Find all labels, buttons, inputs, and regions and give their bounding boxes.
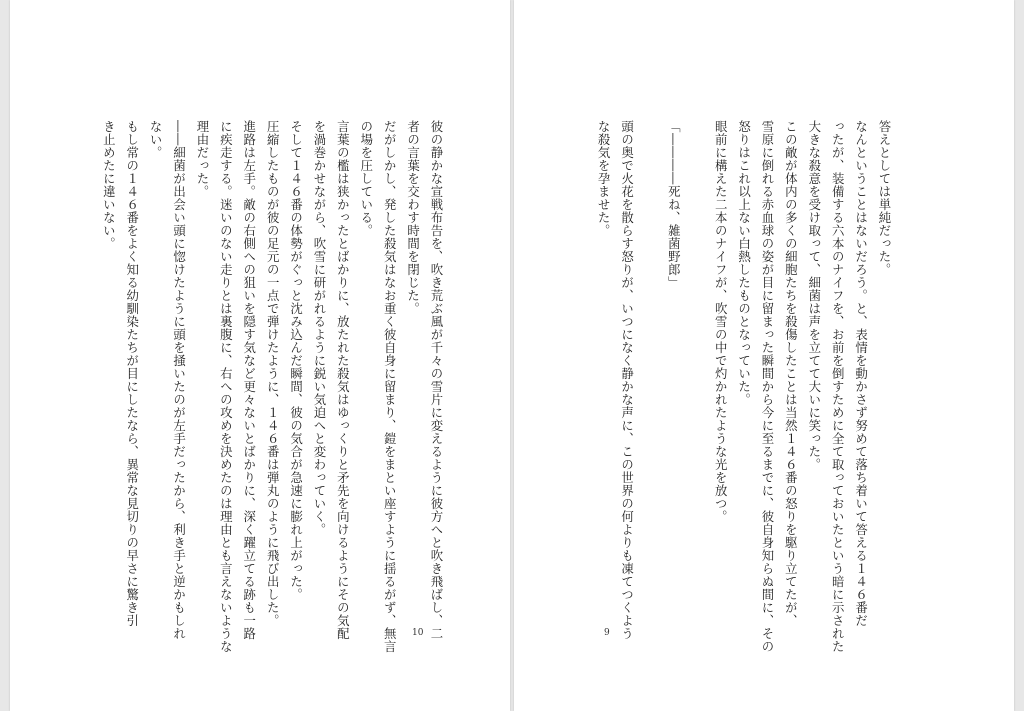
page-left <box>10 0 510 711</box>
text-line: 怒りはこれ以上ない白熱したものとなっていた。 <box>736 120 752 406</box>
text-line: 言葉の檻は狭かったとばかりに、放たれた殺気はゆっくりと矛先を向けるようにその気配 <box>335 120 351 640</box>
text-line: の場を圧している。 <box>358 120 374 237</box>
text-line: 者の言葉を交わす時間を閉じた。 <box>405 120 421 315</box>
text-line: そして１４６番の体勢がぐっと沈み込んだ瞬間、彼の気合が急速に膨れ上がった。 <box>288 120 304 601</box>
text-line: 大きな殺意を受け取って、細菌は声を立てて大いに笑った。 <box>806 120 822 471</box>
text-line: ない。 <box>148 120 164 159</box>
text-line: な殺気を孕ませた。 <box>596 120 612 237</box>
text-line <box>639 120 662 620</box>
text-line: 頭の奥で火花を散らす怒りが、いつになく静かな声に、この世界の何よりも凍てつくよう <box>619 120 635 640</box>
text-line: 雪原に倒れる赤血球の姿が目に留まった瞬間から今に至るまでに、彼自身知らぬ間に、その <box>759 120 775 653</box>
page-text <box>592 120 896 653</box>
text-line: を渦巻かせながら、吹雪に研がれるように鋭い気迫へと変わっていく。 <box>311 120 327 536</box>
text-line: 答えとしては単純だった。 <box>877 120 892 276</box>
text-line: 圧縮したものが彼の足元の一点で弾けたように、１４６番は弾丸のように飛び出した。 <box>265 120 281 627</box>
text-line: に疾走する。迷いのない走りとは裏腹に、右への攻めを決めたのは理由とも言えないような <box>218 120 234 653</box>
text-line: ったが、装備する六本のナイフを、お前を倒すために全て取っておいたという暗に示された <box>830 120 846 653</box>
text-line: ――細菌が出会い頭に惚けたように頭を掻いたのが左手だったから、利き手と逆かもしれ <box>171 120 187 640</box>
page-number: 9 <box>604 628 610 638</box>
text-line: もし常の１４６番をよく知る幼馴染たちが目にしたなら、異常な見切りの早さに驚き引 <box>124 120 140 627</box>
page-right <box>514 0 1014 711</box>
page-number: 10 <box>412 628 424 638</box>
text-line: き止めたに違いない。 <box>101 120 117 250</box>
text-line <box>685 120 708 620</box>
text-line: 理由だった。 <box>194 120 210 198</box>
text-line: この敵が体内の多くの細胞たちを殺傷したことは当然１４６番の怒りを駆り立てたが、 <box>783 120 799 627</box>
text-line: なんということはないだろう。と、表情を動かさず努めて落ち着いて答える１４６番だ <box>853 120 869 627</box>
text-line: 彼の静かな宣戦布告を、吹き荒ぶ風が千々の雪片に変えるように彼方へと吹き飛ばし、二 <box>429 120 444 640</box>
text-line: だがしかし、発した殺気はなお重く彼自身に留まり、鎧をまとい座すように揺るがず、無言 <box>382 120 398 653</box>
text-line: 「――――死ね、雑菌野郎」 <box>666 120 682 289</box>
text-line: 進路は左手。敵の右側への狙いを隠す気など更々ないとばかりに、深く躍立てる跡も一路 <box>241 120 257 640</box>
text-line: 眼前に構えた二本のナイフが、吹雪の中で灼かれたような光を放つ。 <box>713 120 729 523</box>
